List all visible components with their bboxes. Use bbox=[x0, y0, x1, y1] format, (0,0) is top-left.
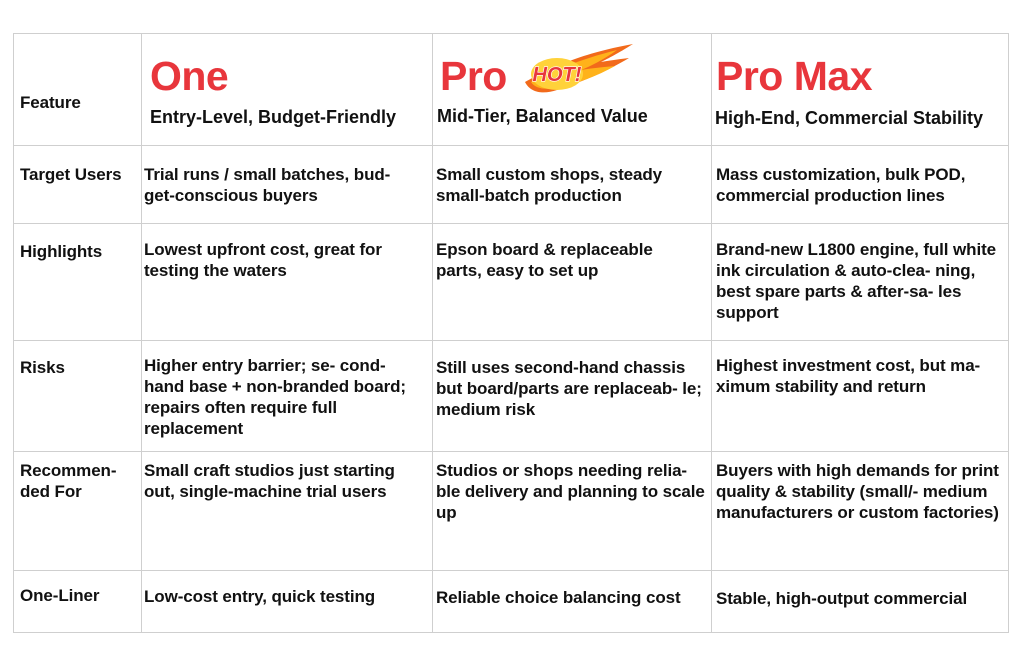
row-label-risks: Risks bbox=[20, 358, 65, 377]
table-cell: Low-cost entry, quick testing bbox=[144, 587, 376, 606]
table-cell: Higher entry barrier; se- cond-hand base + non-branded board; repairs often require full replacement bbox=[144, 356, 406, 438]
row-label-target-users: Target Users bbox=[20, 165, 122, 184]
table-cell: Highest investment cost, but ma- ximum stability and return bbox=[716, 356, 981, 396]
table-cell: Epson board & replaceable parts, easy to set up bbox=[436, 240, 653, 280]
plan-name-pro: Pro bbox=[440, 53, 507, 99]
hot-badge-icon bbox=[517, 40, 635, 100]
row-divider bbox=[14, 340, 1008, 341]
feature-header-label: Feature bbox=[20, 93, 81, 112]
table-cell: Studios or shops needing relia- ble delivery and planning to scale up bbox=[436, 461, 705, 522]
hot-badge-text: HOT! bbox=[532, 64, 582, 86]
plan-subtitle-one: Entry-Level, Budget-Friendly bbox=[150, 107, 397, 127]
table-cell: Stable, high-output commercial bbox=[716, 589, 968, 608]
table-cell: Lowest upfront cost, great for testing the waters bbox=[144, 240, 382, 280]
column-divider bbox=[141, 34, 142, 632]
column-divider bbox=[711, 34, 712, 632]
table-cell: Small craft studios just starting out, single-machine trial users bbox=[144, 461, 395, 501]
table-cell: Mass customization, bulk POD, commercial production lines bbox=[716, 165, 966, 205]
table-cell: Trial runs / small batches, bud- get-conscious buyers bbox=[144, 165, 391, 205]
row-divider bbox=[14, 570, 1008, 571]
table-cell: Reliable choice balancing cost bbox=[436, 588, 681, 607]
table-cell: Buyers with high demands for print quality & stability (small/- medium manufacturers or custom factories) bbox=[716, 461, 999, 522]
row-divider bbox=[14, 223, 1008, 224]
plan-subtitle-pro-max: High-End, Commercial Stability bbox=[715, 108, 984, 128]
plan-name-pro-max: Pro Max bbox=[716, 53, 872, 99]
table-cell: Still uses second-hand chassis but board/parts are replaceab- le; medium risk bbox=[436, 358, 702, 419]
row-divider bbox=[14, 145, 1008, 146]
table-cell: Small custom shops, steady small-batch production bbox=[436, 165, 663, 205]
row-label-recommended-for: Recommen- ded For bbox=[20, 461, 117, 501]
row-label-highlights: Highlights bbox=[20, 242, 103, 261]
row-label-one-liner: One-Liner bbox=[20, 586, 100, 605]
plan-subtitle-pro: Mid-Tier, Balanced Value bbox=[437, 106, 648, 126]
row-divider bbox=[14, 451, 1008, 452]
plan-name-one: One bbox=[150, 53, 229, 99]
table-cell: Brand-new L1800 engine, full white ink circulation & auto-clea- ning, best spare parts & after-sa- les support bbox=[716, 240, 996, 322]
column-divider bbox=[432, 34, 433, 632]
